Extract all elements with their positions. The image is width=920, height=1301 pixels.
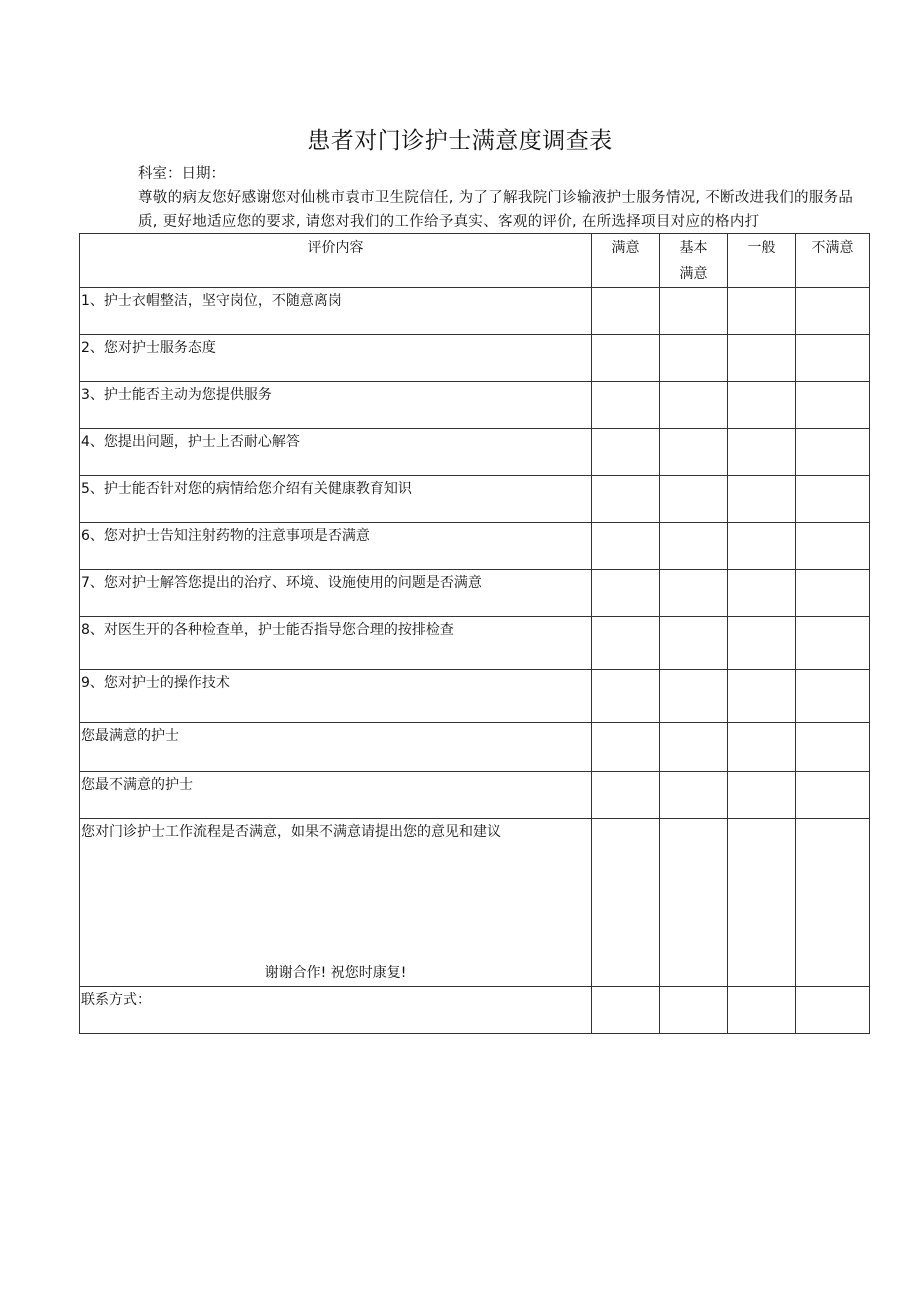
table-row: [80, 288, 870, 335]
table-row: [80, 570, 870, 617]
cell-satisfied[interactable]: [592, 523, 660, 570]
cell-satisfied[interactable]: [592, 819, 660, 987]
contact-row: [80, 987, 870, 1034]
cell-unsatisfied[interactable]: [796, 523, 870, 570]
cell-basic[interactable]: [660, 570, 728, 617]
cell-average[interactable]: [728, 382, 796, 429]
survey-table: [79, 233, 870, 1034]
header-unsatisfied: 不满意: [796, 234, 870, 288]
feedback-cell[interactable]: [80, 819, 592, 987]
feedback-label: 您对门诊护士工作流程是否满意，如果不满意请提出您的意见和建议: [81, 824, 501, 840]
cell-unsatisfied[interactable]: [796, 772, 870, 819]
table-row: [80, 429, 870, 476]
cell-satisfied[interactable]: [592, 288, 660, 335]
header-basic-satisfied: [660, 234, 728, 288]
cell-basic[interactable]: [660, 772, 728, 819]
cell-average[interactable]: [728, 288, 796, 335]
table-row: [80, 382, 870, 429]
item-2: 2、您对护士服务态度: [80, 335, 592, 382]
cell-basic[interactable]: [660, 476, 728, 523]
cell-satisfied[interactable]: [592, 429, 660, 476]
header-basic-line1: 基本: [679, 240, 708, 256]
most-satisfied-nurse: 您最满意的护士: [80, 723, 592, 772]
cell-basic[interactable]: [660, 335, 728, 382]
cell-unsatisfied[interactable]: [796, 987, 870, 1034]
cell-basic[interactable]: [660, 723, 728, 772]
cell-unsatisfied[interactable]: [796, 382, 870, 429]
cell-unsatisfied[interactable]: [796, 429, 870, 476]
table-row: [80, 476, 870, 523]
cell-average[interactable]: [728, 617, 796, 670]
table-row: [80, 723, 870, 772]
item-3: 3、护士能否主动为您提供服务: [80, 382, 592, 429]
cell-average[interactable]: [728, 429, 796, 476]
cell-unsatisfied[interactable]: [796, 476, 870, 523]
cell-basic[interactable]: [660, 429, 728, 476]
header-row: [80, 234, 870, 288]
header-average: 一般: [728, 234, 796, 288]
contact-label[interactable]: 联系方式：: [80, 987, 592, 1034]
item-7: 7、您对护士解答您提出的治疗、环境、设施使用的问题是否满意: [80, 570, 592, 617]
item-4: 4、您提出问题，护士上否耐心解答: [80, 429, 592, 476]
cell-average[interactable]: [728, 819, 796, 987]
table-row: [80, 523, 870, 570]
table-row: [80, 335, 870, 382]
cell-unsatisfied[interactable]: [796, 335, 870, 382]
cell-unsatisfied[interactable]: [796, 819, 870, 987]
cell-satisfied[interactable]: [592, 335, 660, 382]
cell-satisfied[interactable]: [592, 570, 660, 617]
item-1: 1、护士衣帽整洁，坚守岗位，不随意离岗: [80, 288, 592, 335]
item-8: 8、对医生开的各种检查单，护士能否指导您合理的按排检查: [80, 617, 592, 670]
intro-paragraph: 尊敬的病友您好感谢您对仙桃市袁市卫生院信任, 为了了解我院门诊输液护士服务情况, 不断改进我们的服务品质, 更好地适应您的要求, 请您对我们的工作给予真实、客观的评价, 在所选择项目对应的格内打: [138, 190, 854, 230]
cell-unsatisfied[interactable]: [796, 617, 870, 670]
cell-unsatisfied[interactable]: [796, 570, 870, 617]
closing-text: 谢谢合作! 祝您时康复!: [264, 965, 407, 981]
cell-average[interactable]: [728, 570, 796, 617]
cell-unsatisfied[interactable]: [796, 723, 870, 772]
cell-satisfied[interactable]: [592, 772, 660, 819]
cell-unsatisfied[interactable]: [796, 670, 870, 723]
cell-satisfied[interactable]: [592, 476, 660, 523]
least-satisfied-nurse: 您最不满意的护士: [80, 772, 592, 819]
cell-average[interactable]: [728, 987, 796, 1034]
table-row: [80, 617, 870, 670]
cell-average[interactable]: [728, 670, 796, 723]
cell-average[interactable]: [728, 335, 796, 382]
cell-basic[interactable]: [660, 819, 728, 987]
cell-average[interactable]: [728, 772, 796, 819]
cell-basic[interactable]: [660, 288, 728, 335]
cell-satisfied[interactable]: [592, 670, 660, 723]
cell-satisfied[interactable]: [592, 617, 660, 670]
header-basic-line2: 满意: [679, 266, 708, 282]
cell-basic[interactable]: [660, 523, 728, 570]
header-content: 评价内容: [80, 234, 592, 288]
header-satisfied: 满意: [592, 234, 660, 288]
cell-average[interactable]: [728, 523, 796, 570]
item-9: 9、您对护士的操作技术: [80, 670, 592, 723]
table-row: [80, 670, 870, 723]
feedback-row: [80, 819, 870, 987]
cell-average[interactable]: [728, 476, 796, 523]
cell-basic[interactable]: [660, 670, 728, 723]
cell-satisfied[interactable]: [592, 723, 660, 772]
cell-basic[interactable]: [660, 382, 728, 429]
cell-satisfied[interactable]: [592, 382, 660, 429]
cell-average[interactable]: [728, 723, 796, 772]
item-5: 5、护士能否针对您的病情给您介绍有关健康教育知识: [80, 476, 592, 523]
page-title: 患者对门诊护士满意度调查表: [307, 128, 613, 154]
table-row: [80, 772, 870, 819]
cell-basic[interactable]: [660, 987, 728, 1034]
department-date-line: 科室：日期：: [138, 166, 225, 182]
cell-basic[interactable]: [660, 617, 728, 670]
item-6: 6、您对护士告知注射药物的注意事项是否满意: [80, 523, 592, 570]
cell-unsatisfied[interactable]: [796, 288, 870, 335]
cell-satisfied[interactable]: [592, 987, 660, 1034]
